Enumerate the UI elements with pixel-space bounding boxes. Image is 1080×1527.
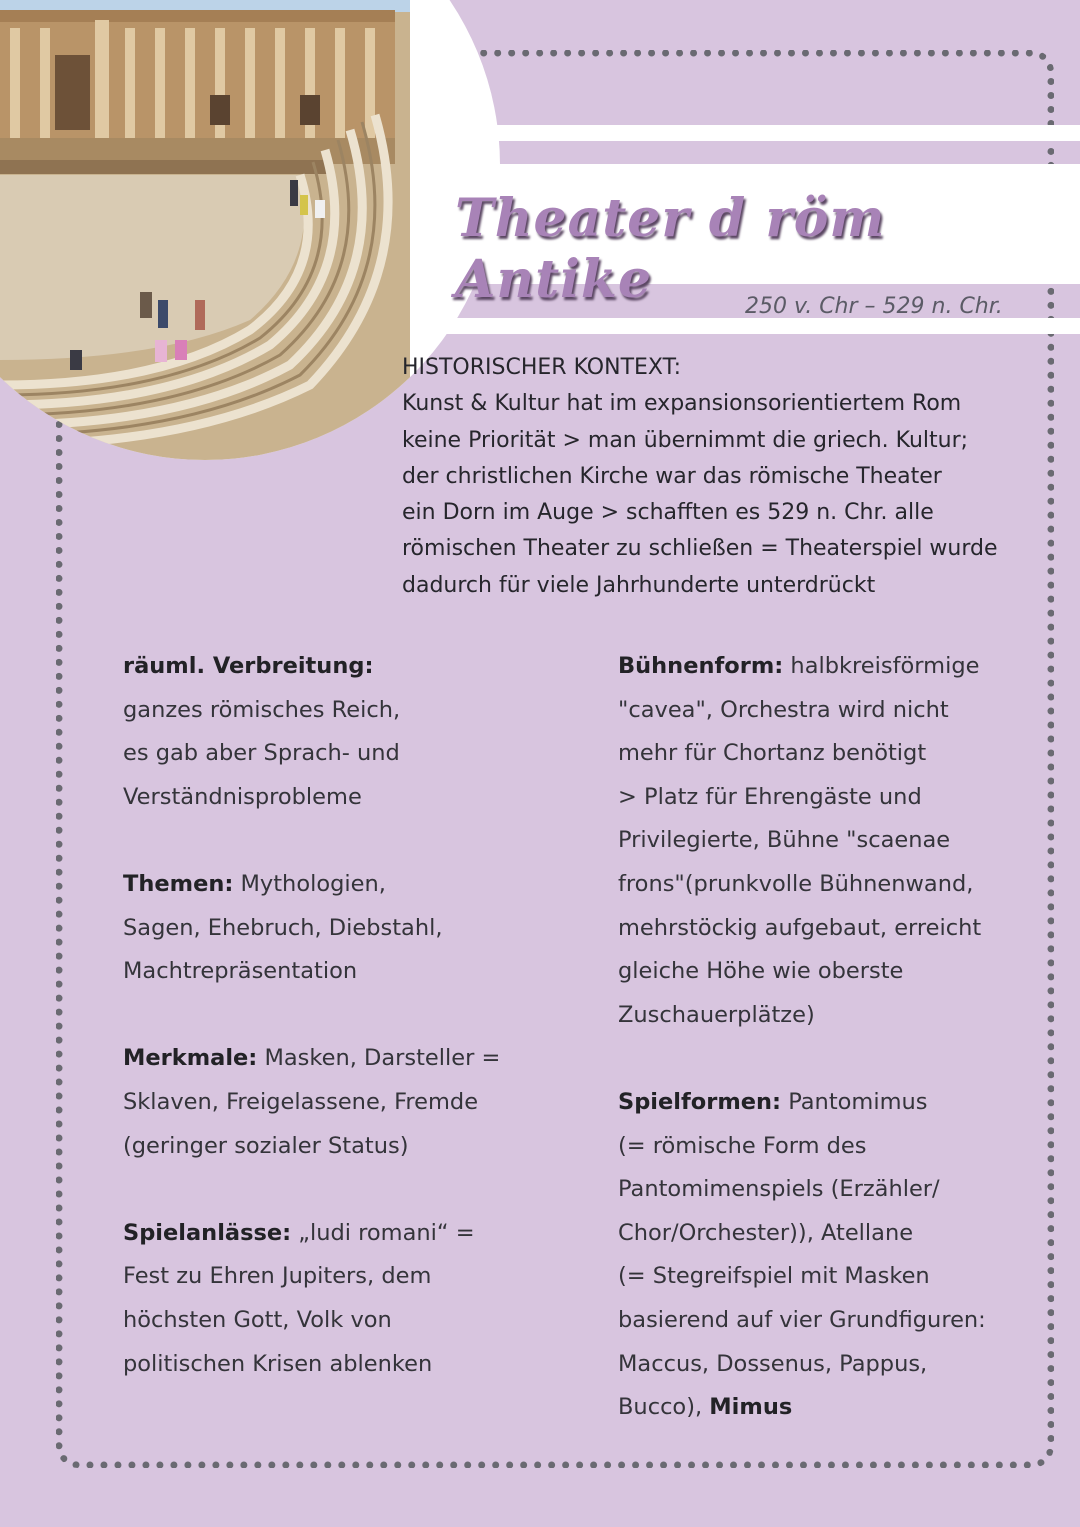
mimus-term: Mimus — [709, 1394, 793, 1421]
spread-section — [123, 645, 503, 819]
play-forms-section — [618, 1081, 1018, 1430]
context-line: dadurch für viele Jahrhunderte unterdrückt — [402, 572, 876, 598]
section-line: Sagen, Ehebruch, Diebstahl, — [123, 914, 443, 941]
occasions-section — [123, 1212, 503, 1386]
header-stripe — [405, 318, 1080, 334]
section-label: Spielanlässe: — [123, 1219, 292, 1246]
section-label: Spielformen: — [618, 1088, 782, 1115]
section-line: Zuschauerplätze) — [618, 1001, 815, 1028]
section-line: Privilegierte, Bühne "scaenae — [618, 827, 951, 854]
section-line: halbkreisförmige — [783, 653, 980, 679]
section-line: > Platz für Ehrengäste und — [618, 783, 922, 810]
section-label: Themen: — [123, 870, 234, 897]
section-label: Bühnenform: — [618, 653, 784, 679]
section-line: es gab aber Sprach- und — [123, 740, 400, 767]
section-line: politischen Krisen ablenken — [123, 1350, 433, 1377]
historical-context — [402, 350, 1022, 604]
section-line: (geringer sozialer Status) — [123, 1132, 409, 1159]
stage-section — [618, 645, 1018, 1037]
context-line: der christlichen Kirche war das römische Theater — [402, 463, 942, 489]
section-line: Machtrepräsentation — [123, 958, 358, 985]
context-line: ein Dorn im Auge > schafften es 529 n. Chr. alle — [402, 500, 934, 526]
section-line: Maccus, Dossenus, Pappus, — [618, 1350, 928, 1377]
header-stripe — [420, 125, 1080, 141]
roman-theater-photo — [0, 0, 410, 460]
section-line: gleiche Höhe wie oberste — [618, 958, 904, 985]
page-title: Theater d röm Antike — [455, 188, 886, 310]
section-line: Sklaven, Freigelassene, Fremde — [123, 1088, 479, 1115]
section-line: basierend auf vier Grundfiguren: — [618, 1306, 986, 1333]
section-line: Masken, Darsteller = — [257, 1045, 501, 1072]
section-line: Pantomimenspiels (Erzähler/ — [618, 1176, 940, 1203]
context-line: römischen Theater zu schließen = Theaterspiel wurde — [402, 536, 998, 562]
section-line: „ludi romani“ = — [291, 1219, 475, 1246]
section-label: räuml. Verbreitung: — [123, 653, 374, 679]
section-line: Fest zu Ehren Jupiters, dem — [123, 1263, 432, 1290]
themes-section — [123, 863, 503, 994]
context-line: Kunst & Kultur hat im expansionsorientiertem Rom — [402, 391, 962, 417]
section-line: (= römische Form des — [618, 1132, 867, 1159]
section-line: ganzes römisches Reich, — [123, 696, 401, 723]
section-line: "cavea", Orchestra wird nicht — [618, 696, 949, 723]
section-line: Chor/Orchester)), Atellane — [618, 1219, 914, 1246]
section-line: Verständnisprobleme — [123, 783, 362, 810]
section-line: Pantomimus — [781, 1088, 928, 1115]
context-heading: HISTORISCHER KONTEXT: — [402, 355, 682, 380]
context-line: keine Priorität > man übernimmt die griech. Kultur; — [402, 427, 969, 453]
section-label: Merkmale: — [123, 1045, 258, 1072]
section-line: Mythologien, — [233, 870, 386, 897]
features-section — [123, 1037, 503, 1168]
section-line: (= Stegreifspiel mit Masken — [618, 1263, 930, 1290]
right-column — [618, 645, 1018, 1473]
section-line: mehrstöckig aufgebaut, erreicht — [618, 914, 982, 941]
section-line: höchsten Gott, Volk von — [123, 1306, 392, 1333]
left-column — [123, 645, 503, 1430]
section-line: frons"(prunkvolle Bühnenwand, — [618, 870, 974, 897]
section-line: Bucco), — [618, 1394, 710, 1421]
section-line: mehr für Chortanz benötigt — [618, 740, 927, 767]
date-range: 250 v. Chr – 529 n. Chr. — [745, 294, 1003, 319]
